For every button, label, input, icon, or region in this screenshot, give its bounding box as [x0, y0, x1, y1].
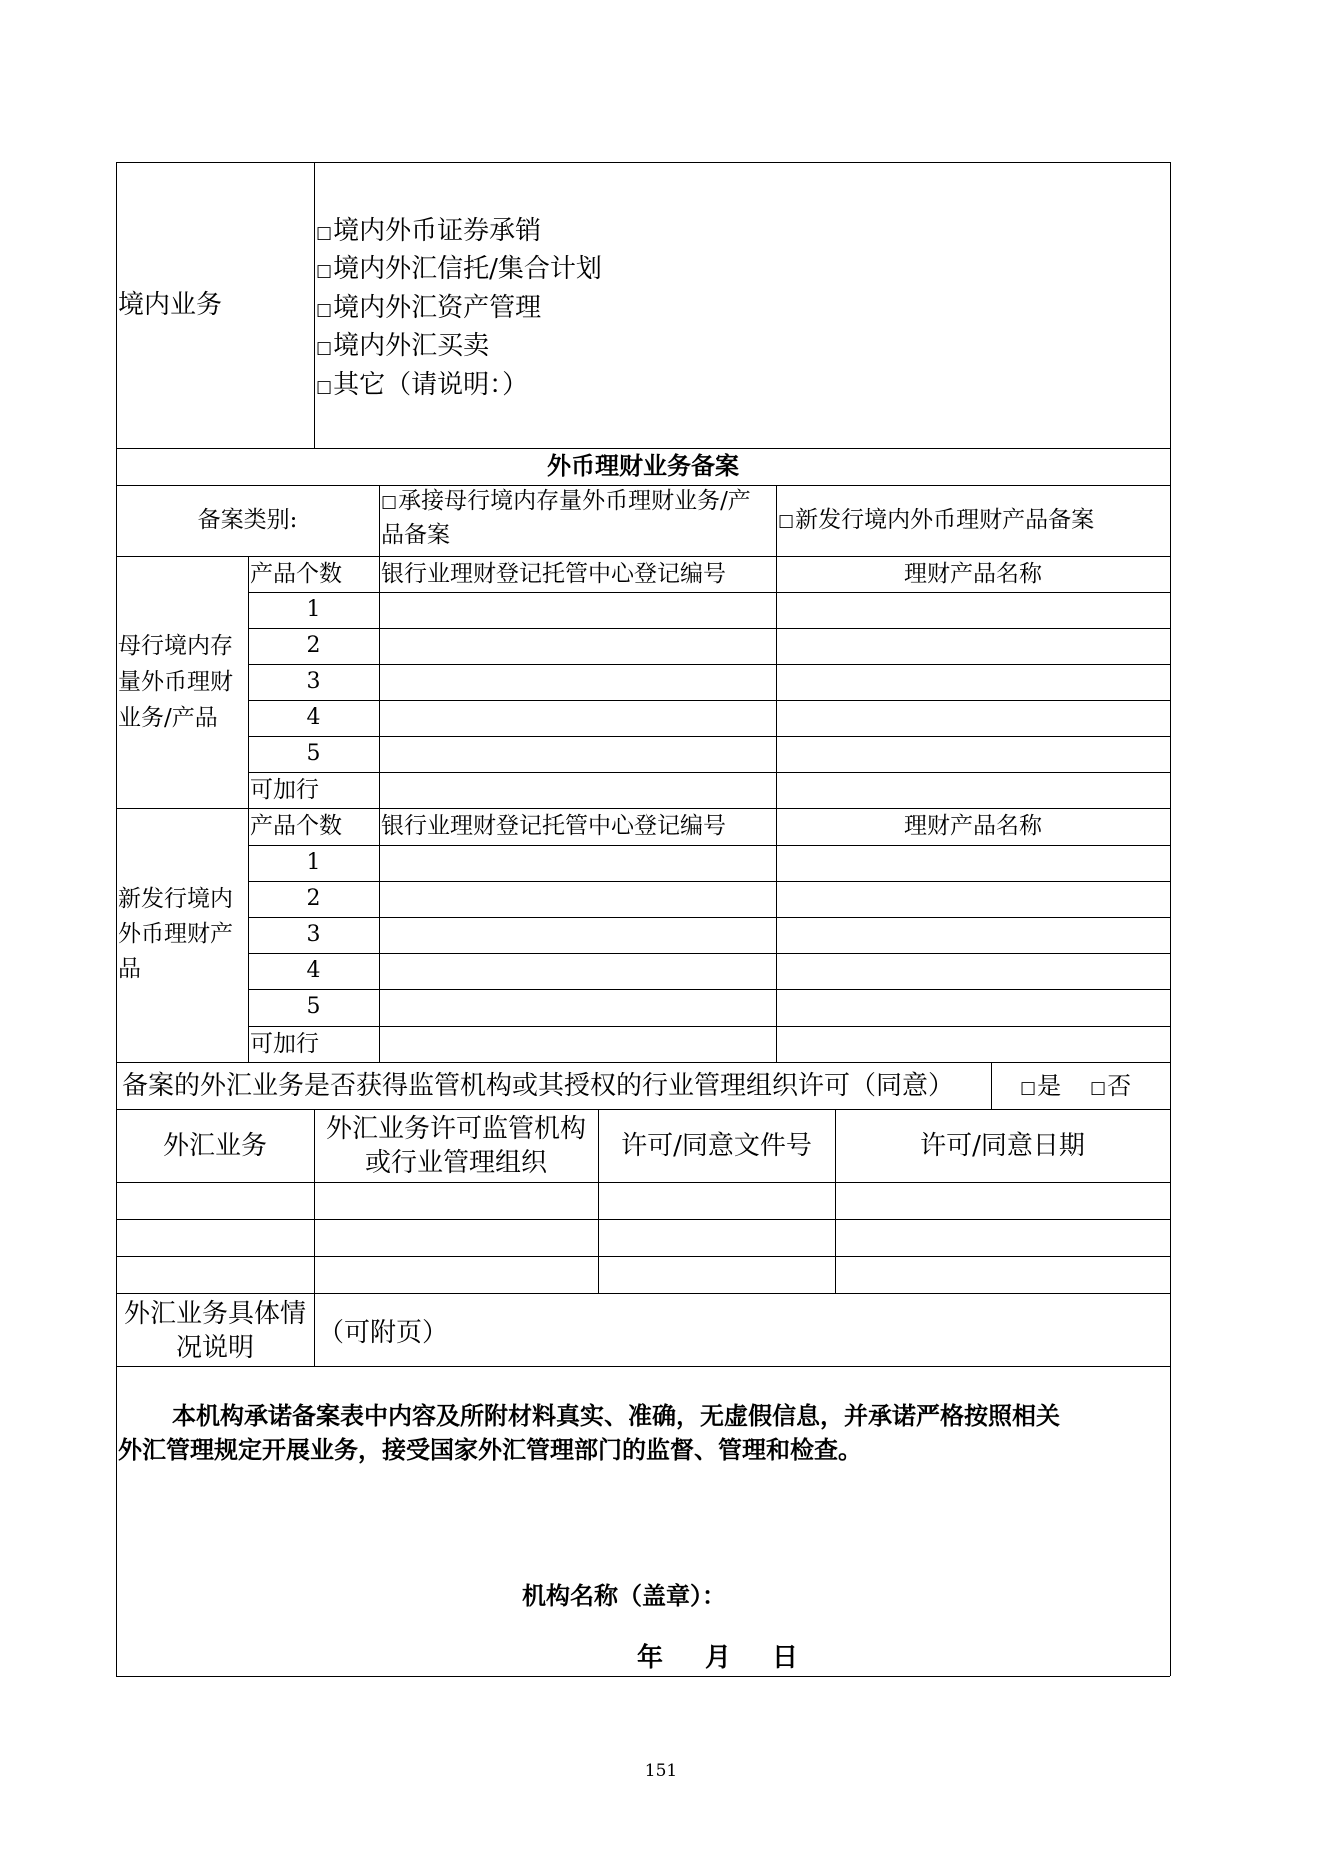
rule — [248, 628, 1170, 629]
col-product-name: 理财产品名称 — [904, 813, 1042, 839]
pledge-line-1: 本机构承诺备案表中内容及所附材料真实、准确，无虚假信息，并承诺严格按照相关 — [172, 1401, 1060, 1430]
rule — [379, 556, 380, 1062]
rule — [314, 162, 315, 448]
page-number: 151 — [644, 1761, 678, 1781]
col-permit-document-number: 许可/同意文件号 — [621, 1131, 812, 1161]
rule — [248, 989, 1170, 990]
rule — [116, 1293, 1170, 1294]
checkbox-icon: □ — [316, 261, 333, 281]
row-number: 5 — [306, 741, 321, 766]
col-product-count: 产品个数 — [250, 813, 342, 839]
detail-label: 外汇业务具体情 况说明 — [123, 1299, 306, 1363]
rule — [116, 1109, 1170, 1110]
organization-name-seal: 机构名称（盖章）： — [522, 1581, 726, 1610]
permit-no-option[interactable]: □否 — [1090, 1072, 1132, 1100]
rule — [248, 917, 1170, 918]
add-row-label: 可加行 — [250, 1031, 319, 1057]
rule — [116, 808, 1170, 809]
rule — [116, 1062, 1170, 1063]
col-product-name: 理财产品名称 — [904, 561, 1042, 587]
rule — [248, 1026, 1170, 1027]
row-number: 2 — [306, 886, 321, 911]
checkbox-icon: □ — [1090, 1078, 1107, 1098]
option-fx-trading[interactable]: □境内外汇买卖 — [316, 331, 490, 361]
rule — [248, 664, 1170, 665]
row-number: 3 — [306, 669, 321, 694]
date-year: 年 — [637, 1643, 664, 1673]
rule — [776, 556, 777, 1062]
rule — [1170, 162, 1171, 1676]
rule — [116, 485, 1170, 486]
detail-value[interactable]: （可附页） — [318, 1318, 449, 1348]
row-number: 4 — [306, 958, 321, 983]
add-row-label: 可加行 — [250, 777, 319, 803]
permit-yes-option[interactable]: □是 — [1020, 1072, 1062, 1100]
rule — [248, 556, 249, 1062]
rule — [116, 1256, 1170, 1257]
pledge-line-2: 外汇管理规定开展业务，接受国家外汇管理部门的监督、管理和检查。 — [118, 1435, 862, 1464]
rule — [991, 1062, 992, 1109]
option-securities-underwriting[interactable]: □境内外币证券承销 — [316, 216, 542, 246]
rule — [776, 485, 777, 556]
row-number: 1 — [306, 850, 321, 875]
checkbox-icon: □ — [1020, 1078, 1037, 1098]
rule — [116, 1182, 1170, 1183]
col-licensing-organization: 外汇业务许可监管机构 或行业管理组织 — [325, 1114, 586, 1178]
row-number: 1 — [306, 597, 321, 622]
rule — [248, 592, 1170, 593]
col-product-count: 产品个数 — [250, 561, 342, 587]
rule — [116, 1676, 1170, 1677]
rule — [116, 448, 1170, 449]
col-fx-business: 外汇业务 — [162, 1131, 267, 1161]
checkbox-icon: □ — [778, 511, 795, 531]
checkbox-icon: □ — [381, 492, 398, 512]
row-number: 2 — [306, 633, 321, 658]
rule — [248, 736, 1170, 737]
rule — [248, 700, 1170, 701]
option-trust-plan[interactable]: □境内外汇信托/集合计划 — [316, 254, 602, 284]
permit-question: 备案的外汇业务是否获得监管机构或其授权的行业管理组织许可（同意） — [122, 1071, 955, 1101]
domestic-business-label: 境内业务 — [118, 290, 223, 320]
rule — [116, 162, 1170, 163]
date-day: 日 — [772, 1643, 799, 1673]
checkbox-icon: □ — [316, 338, 333, 358]
option-new-wmp[interactable]: □新发行境内外币理财产品备案 — [778, 507, 1095, 533]
date-month: 月 — [705, 1643, 732, 1673]
option-other[interactable]: □其它（请说明：） — [316, 370, 529, 400]
option-asset-management[interactable]: □境内外汇资产管理 — [316, 293, 542, 323]
col-permit-date: 许可/同意日期 — [920, 1131, 1085, 1161]
checkbox-icon: □ — [316, 300, 333, 320]
col-registration-number: 银行业理财登记托管中心登记编号 — [381, 561, 726, 587]
rule — [116, 1366, 1170, 1367]
wmp-section-title: 外币理财业务备案 — [547, 451, 739, 480]
record-type-label: 备案类别: — [197, 507, 298, 533]
rule — [248, 953, 1170, 954]
rule — [248, 772, 1170, 773]
row-number: 3 — [306, 922, 321, 947]
rule — [116, 1219, 1170, 1220]
row-number: 5 — [306, 994, 321, 1019]
row-number: 4 — [306, 705, 321, 730]
checkbox-icon: □ — [316, 223, 333, 243]
col-registration-number: 银行业理财登记托管中心登记编号 — [381, 813, 726, 839]
rule — [116, 556, 1170, 557]
checkbox-icon: □ — [316, 377, 333, 397]
rule — [379, 485, 380, 556]
rule — [248, 845, 1170, 846]
rule — [248, 881, 1170, 882]
rule — [116, 162, 117, 1676]
